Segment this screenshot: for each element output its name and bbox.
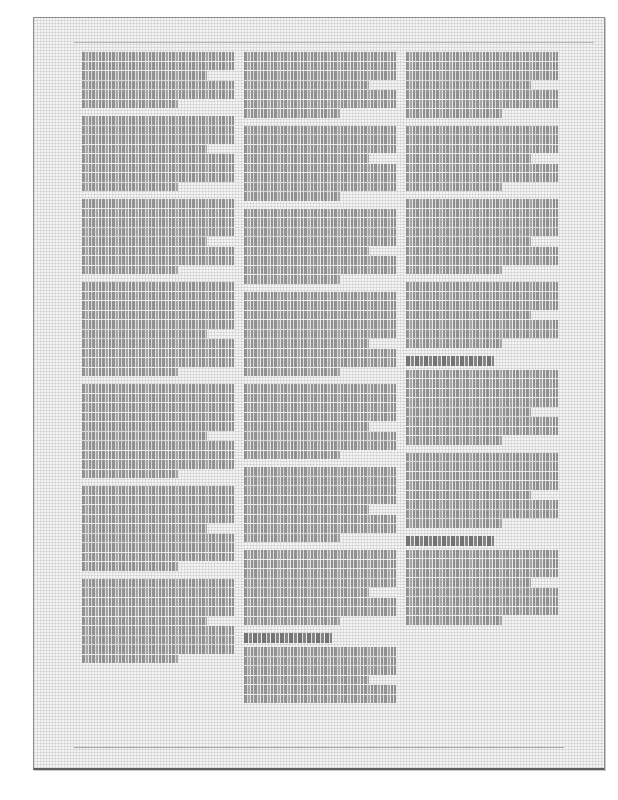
text-line [244,477,396,486]
scanned-page [33,17,605,770]
text-line [406,550,558,559]
text-line [406,247,558,256]
text-line [82,579,234,588]
text-line [244,676,369,685]
text-line [82,126,234,135]
text-line [244,534,341,543]
text-line [406,301,558,310]
text-line [406,154,531,163]
text-line [82,339,234,348]
text-line [406,266,503,275]
text-line [406,164,558,173]
text-line [82,636,234,645]
text-line [82,655,179,664]
text-line [406,228,558,237]
text-column-right [406,52,558,707]
text-line [82,562,179,571]
text-line [406,417,558,426]
text-line [244,569,396,578]
text-line [244,275,341,284]
text-line [406,481,558,490]
text-line [244,349,396,358]
text-line [406,491,531,500]
text-line [82,301,234,310]
text-line [406,408,531,417]
text-line [244,588,369,597]
text-line [406,519,503,528]
text-line [82,496,234,505]
text-line [82,282,234,291]
text-line [406,135,558,144]
text-line [406,183,503,192]
text-line [82,432,207,441]
text-line [406,100,558,109]
text-line [82,505,234,514]
text-line [244,52,396,61]
text-line [82,470,179,479]
text-column-middle [244,52,396,707]
text-line [406,209,558,218]
text-line [82,173,234,182]
text-line [244,607,396,616]
text-line [244,560,396,569]
section-heading-placeholder [244,633,332,643]
text-line [244,579,396,588]
text-line [82,524,207,533]
text-line [244,441,396,450]
text-line [244,256,396,265]
text-line [244,384,396,393]
text-line [82,116,234,125]
text-line [244,320,396,329]
text-line [82,422,234,431]
text-line [82,320,234,329]
text-line [244,71,396,80]
text-line [244,524,396,533]
text-line [244,81,369,90]
text-line [244,403,396,412]
text-line [244,330,396,339]
text-line [244,598,396,607]
text-line [82,368,179,377]
text-line [82,164,234,173]
text-line [82,90,234,99]
text-line [244,685,396,694]
text-line [244,100,396,109]
text-line [244,505,369,514]
text-line [244,183,396,192]
text-line [406,559,558,568]
text-line [244,311,396,320]
text-line [244,218,396,227]
section-heading-placeholder [406,536,494,546]
text-line [82,553,234,562]
text-line [82,311,234,320]
text-line [406,597,558,606]
text-line [82,256,234,265]
text-column-left [82,52,234,707]
text-line [82,543,234,552]
text-line [406,126,558,135]
text-line [406,339,503,348]
text-line [406,62,558,71]
text-line [406,427,558,436]
text-line [406,199,558,208]
text-line [82,486,234,495]
text-line [406,616,503,625]
text-line [406,237,531,246]
text-line [406,398,558,407]
text-line [82,71,207,80]
text-line [82,228,234,237]
text-line [244,292,396,301]
text-line [244,164,396,173]
text-line [82,100,179,109]
text-line [244,657,396,666]
text-line [82,209,234,218]
text-line [82,413,234,422]
text-line [244,666,396,675]
text-line [406,282,558,291]
text-line [406,256,558,265]
running-header [74,26,594,43]
text-line [82,384,234,393]
text-line [82,645,234,654]
text-line [244,301,396,310]
text-line [82,358,234,367]
text-line [244,413,396,422]
text-line [244,432,396,441]
text-line [82,154,234,163]
text-line [244,496,396,505]
text-line [82,617,207,626]
text-line [244,358,396,367]
text-line [244,368,341,377]
text-line [406,330,558,339]
text-line [244,192,341,201]
text-line [244,154,369,163]
text-line [406,52,558,61]
text-line [82,81,234,90]
text-line [82,135,234,144]
text-line [82,626,234,635]
text-line [244,237,396,246]
text-line [244,62,396,71]
text-line [244,90,396,99]
text-line [82,237,207,246]
text-line [244,617,341,626]
text-line [406,472,558,481]
text-line [82,451,234,460]
text-line [82,199,234,208]
text-line [82,607,234,616]
text-line [406,436,503,445]
text-line [406,173,558,182]
text-line [82,218,234,227]
text-line [406,607,558,616]
text-line [244,422,369,431]
text-line [82,183,179,192]
text-line [406,311,531,320]
text-line [244,209,396,218]
text-line [244,266,396,275]
text-line [82,441,234,450]
text-line [406,569,558,578]
text-line [406,588,558,597]
text-line [82,403,234,412]
text-line [406,500,558,509]
text-line [82,534,234,543]
text-line [406,218,558,227]
text-line [244,339,369,348]
text-line [82,52,234,61]
text-line [406,389,558,398]
text-line [244,647,396,656]
text-line [82,394,234,403]
text-line [406,109,503,118]
section-heading-placeholder [406,356,494,366]
text-line [244,145,396,154]
text-line [82,598,234,607]
text-line [244,135,396,144]
text-line [406,320,558,329]
text-line [244,247,369,256]
text-line [82,145,207,154]
text-line [244,550,396,559]
text-line [406,90,558,99]
text-line [82,588,234,597]
text-line [244,486,396,495]
text-line [244,467,396,476]
text-line [406,510,558,519]
text-line [244,515,396,524]
text-line [244,109,341,118]
text-line [406,370,558,379]
text-line [406,81,531,90]
text-line [406,379,558,388]
text-line [244,173,396,182]
text-line [82,330,207,339]
text-line [82,62,234,71]
text-line [406,71,558,80]
text-line [82,292,234,301]
text-line [82,460,234,469]
text-line [244,126,396,135]
text-line [244,695,396,704]
text-line [82,247,234,256]
footer-rule [74,747,564,748]
text-line [406,462,558,471]
text-line [244,394,396,403]
text-line [82,266,179,275]
text-line [406,578,531,587]
text-line [82,349,234,358]
text-line [82,515,234,524]
text-line [244,451,341,460]
text-line [406,145,558,154]
text-line [406,292,558,301]
text-line [406,453,558,462]
text-line [244,228,396,237]
